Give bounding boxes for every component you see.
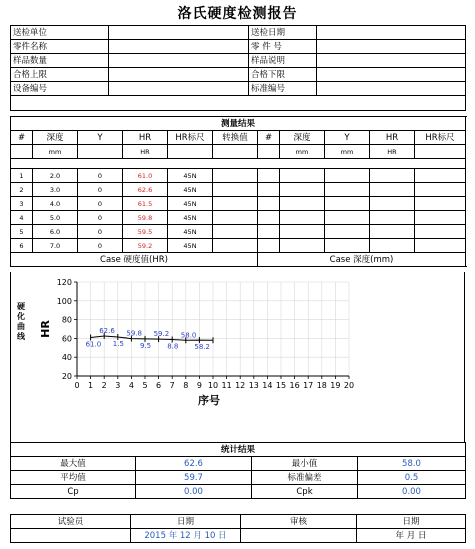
x-tick-label: 20: [343, 381, 355, 390]
row-no-right: [258, 183, 280, 197]
tester-label: 试验员: [11, 515, 131, 529]
row-hr: 62.6: [123, 183, 168, 197]
stats-std-label: 标准偏差: [252, 471, 358, 485]
info-label-submitter: 送检单位: [11, 26, 109, 40]
row-y: 0: [78, 211, 123, 225]
header-hr-right: HR: [370, 131, 415, 145]
x-tick-label: 9: [196, 381, 202, 390]
info-value-lower-limit[interactable]: [317, 68, 466, 82]
row-y: 0: [78, 197, 123, 211]
row-depth-right: [280, 169, 325, 183]
header-scale-right: HR标尺: [415, 131, 466, 145]
info-spacer-row: [11, 96, 466, 111]
data-label: 61.0: [85, 340, 102, 349]
table-row: [11, 239, 466, 253]
review-date-value: 年 月 日: [357, 529, 466, 543]
info-label-sample-qty: 样品数量: [11, 54, 109, 68]
y-tick-label: 20: [61, 372, 72, 381]
row-hr-right: [370, 197, 415, 211]
row-no-right: [258, 225, 280, 239]
data-label: 59.8: [126, 329, 142, 338]
unit-depth-left: mm: [33, 145, 78, 159]
x-tick-label: 5: [142, 381, 148, 390]
unit-y-right: mm: [325, 145, 370, 159]
row-hr-right: [370, 239, 415, 253]
row-y-right: [325, 239, 370, 253]
row-depth-right: [280, 239, 325, 253]
stats-cpk-label: Cpk: [252, 485, 358, 499]
x-tick-label: 6: [156, 381, 162, 390]
row-depth: 7.0: [33, 239, 78, 253]
row-convert: [213, 211, 258, 225]
row-hr: 59.8: [123, 211, 168, 225]
row-depth-right: [280, 225, 325, 239]
stats-cpk-value: 0.00: [358, 485, 466, 499]
row-y: 0: [78, 239, 123, 253]
row-scale: 45N: [168, 211, 213, 225]
data-label: 8.8: [167, 342, 179, 351]
x-tick-label: 18: [316, 381, 327, 390]
unit-depth-right: mm: [280, 145, 325, 159]
info-value-part-name[interactable]: [109, 40, 249, 54]
x-tick-label: 0: [74, 381, 80, 390]
info-value-sample-desc[interactable]: [317, 54, 466, 68]
row-no: 1: [11, 169, 33, 183]
header-scale-left: HR标尺: [168, 131, 213, 145]
x-tick-label: 11: [221, 381, 232, 390]
date-label-2: 日期: [357, 515, 466, 529]
info-label-part-no: 零 件 号: [249, 40, 317, 54]
row-hr: 61.0: [123, 169, 168, 183]
x-tick-label: 13: [248, 381, 259, 390]
hardening-curve-label: 硬化曲线: [17, 302, 25, 341]
stats-max-value: 62.6: [136, 457, 252, 471]
table-row: [11, 225, 466, 239]
header-hr-left: HR: [123, 131, 168, 145]
row-no-right: [258, 197, 280, 211]
row-no: 4: [11, 211, 33, 225]
x-axis-label: 序号: [198, 394, 220, 407]
measurement-section-title: 测量结果: [11, 117, 466, 131]
info-label-submit-date: 送检日期: [249, 26, 317, 40]
row-y: 0: [78, 225, 123, 239]
row-y-right: [325, 169, 370, 183]
stats-avg-value: 59.7: [136, 471, 252, 485]
data-label: 58.2: [194, 343, 210, 352]
row-y: 0: [78, 169, 123, 183]
info-label-lower-limit: 合格下限: [249, 68, 317, 82]
y-tick-label: 60: [61, 334, 72, 344]
measurement-table: [10, 116, 466, 267]
x-tick-label: 19: [330, 381, 341, 390]
row-no: 3: [11, 197, 33, 211]
header-convert-left: 转换值: [213, 131, 258, 145]
row-y: 0: [78, 183, 123, 197]
row-no: 5: [11, 225, 33, 239]
case-depth-label: Case 深度(mm): [258, 253, 466, 267]
x-tick-label: 17: [303, 381, 314, 390]
x-tick-label: 4: [128, 381, 134, 390]
row-depth: 3.0: [33, 183, 78, 197]
unit-cell: [78, 145, 123, 159]
row-hr: 61.5: [123, 197, 168, 211]
row-no-right: [258, 169, 280, 183]
row-hr-right: [370, 225, 415, 239]
x-tick-label: 10: [207, 381, 219, 390]
info-label-sample-desc: 样品说明: [249, 54, 317, 68]
row-scale: 45N: [168, 239, 213, 253]
row-depth-right: [280, 211, 325, 225]
page-title: 洛氏硬度检测报告: [177, 6, 298, 22]
header-depth-right: 深度: [280, 131, 325, 145]
info-value-part-no[interactable]: [317, 40, 466, 54]
unit-spacer-row: [11, 159, 466, 169]
info-label-upper-limit: 合格上限: [11, 68, 109, 82]
table-row: [11, 197, 466, 211]
row-scale-right: [415, 225, 466, 239]
table-row: [11, 169, 466, 183]
row-no: 2: [11, 183, 33, 197]
row-scale-right: [415, 169, 466, 183]
y-tick-label: 40: [61, 353, 72, 363]
row-hr-right: [370, 169, 415, 183]
row-convert: [213, 239, 258, 253]
y-tick-label: 80: [61, 315, 72, 325]
data-label: 1.5: [112, 339, 124, 348]
row-depth: 6.0: [33, 225, 78, 239]
row-depth: 4.0: [33, 197, 78, 211]
info-table: [10, 25, 466, 111]
row-scale: 45N: [168, 169, 213, 183]
info-value-submitter[interactable]: [109, 26, 249, 40]
data-label: 9.5: [140, 341, 152, 350]
header-depth-left: 深度: [33, 131, 78, 145]
row-depth-right: [280, 197, 325, 211]
x-tick-label: 8: [183, 381, 189, 390]
unit-hr-right: HR: [370, 145, 415, 159]
row-convert: [213, 183, 258, 197]
row-y-right: [325, 225, 370, 239]
row-scale-right: [415, 211, 466, 225]
unit-cell: [213, 145, 258, 159]
row-convert: [213, 197, 258, 211]
table-row: [11, 183, 466, 197]
table-row: [11, 211, 466, 225]
row-scale: 45N: [168, 225, 213, 239]
row-depth: 2.0: [33, 169, 78, 183]
reviewer-label: 审核: [241, 515, 357, 529]
x-tick-label: 12: [235, 381, 246, 390]
row-depth: 5.0: [33, 211, 78, 225]
info-value-device-no[interactable]: [109, 82, 249, 96]
info-label-part-name: 零件名称: [11, 40, 109, 54]
row-y-right: [325, 197, 370, 211]
x-tick-label: 16: [289, 381, 300, 390]
reviewer-value[interactable]: [241, 529, 357, 543]
row-scale-right: [415, 197, 466, 211]
x-tick-label: 3: [115, 381, 121, 390]
row-scale-right: [415, 239, 466, 253]
x-tick-label: 2: [101, 381, 107, 390]
data-label: 58.0: [180, 331, 197, 340]
stats-max-label: 最大值: [11, 457, 136, 471]
row-hr: 59.5: [123, 225, 168, 239]
row-scale: 45N: [168, 197, 213, 211]
stats-table: [10, 442, 466, 499]
row-hr-right: [370, 211, 415, 225]
y-tick-label: 100: [56, 296, 72, 306]
case-hardness-label: Case 硬度值(HR): [11, 253, 258, 267]
signature-table: [10, 514, 466, 543]
unit-cell: [168, 145, 213, 159]
test-date-value: 2015 年 12 月 10 日: [131, 529, 241, 543]
row-convert: [213, 225, 258, 239]
row-hr-right: [370, 183, 415, 197]
stats-avg-label: 平均值: [11, 471, 136, 485]
row-y-right: [325, 183, 370, 197]
info-value-sample-qty[interactable]: [109, 54, 249, 68]
info-value-standard-no[interactable]: [317, 82, 466, 96]
info-value-submit-date[interactable]: [317, 26, 466, 40]
unit-cell: [258, 145, 280, 159]
x-tick-label: 15: [275, 381, 287, 390]
stats-min-value: 58.0: [358, 457, 466, 471]
row-y-right: [325, 211, 370, 225]
stats-section-title: 统计结果: [11, 443, 466, 457]
header-no-left: #: [11, 131, 33, 145]
row-no-right: [258, 211, 280, 225]
header-y-right: Y: [325, 131, 370, 145]
info-label-standard-no: 标准编号: [249, 82, 317, 96]
row-no-right: [258, 239, 280, 253]
info-value-upper-limit[interactable]: [109, 68, 249, 82]
unit-hr-left: HR: [123, 145, 168, 159]
stats-min-label: 最小值: [252, 457, 358, 471]
header-y-left: Y: [78, 131, 123, 145]
row-scale-right: [415, 183, 466, 197]
hardening-curve-chart: [11, 272, 464, 440]
unit-cell: [11, 145, 33, 159]
x-tick-label: 1: [88, 381, 94, 390]
row-hr: 59.2: [123, 239, 168, 253]
x-tick-label: 7: [169, 381, 175, 390]
y-axis-label: HR: [39, 320, 52, 338]
data-label: 59.2: [153, 330, 170, 339]
stats-cp-label: Cp: [11, 485, 136, 499]
y-tick-label: 120: [56, 278, 72, 287]
date-label: 日期: [131, 515, 241, 529]
row-no: 6: [11, 239, 33, 253]
x-tick-label: 14: [262, 381, 273, 390]
unit-cell: [415, 145, 466, 159]
data-label: 62.6: [99, 326, 115, 335]
info-label-device-no: 设备编号: [11, 82, 109, 96]
row-scale: 45N: [168, 183, 213, 197]
header-no-right: #: [258, 131, 280, 145]
tester-value[interactable]: [11, 529, 131, 543]
stats-cp-value: 0.00: [136, 485, 252, 499]
hardening-curve-panel: [10, 272, 465, 442]
row-depth-right: [280, 183, 325, 197]
row-convert: [213, 169, 258, 183]
stats-std-value: 0.5: [358, 471, 466, 485]
